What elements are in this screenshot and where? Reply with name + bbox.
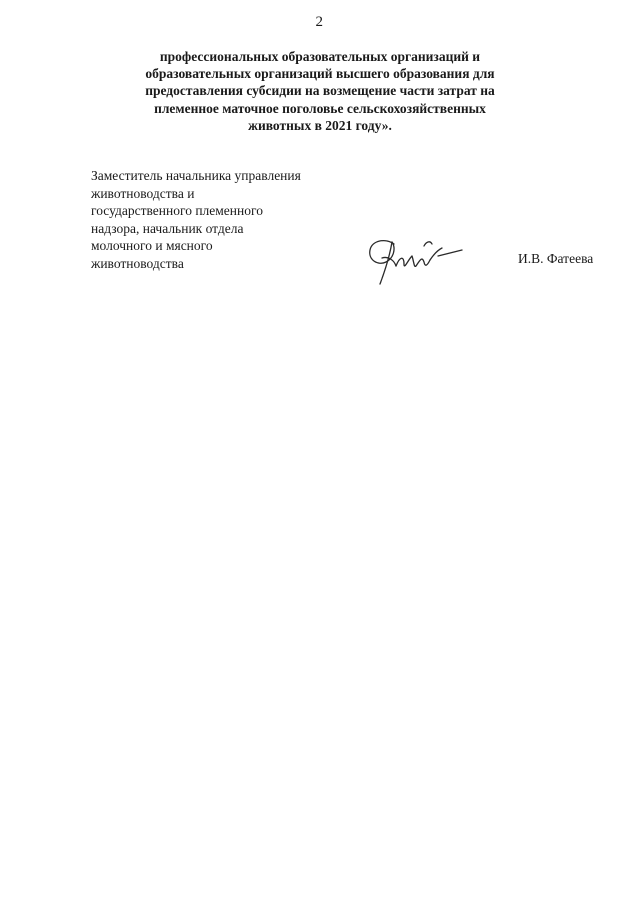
page-number: 2	[315, 14, 324, 30]
heading-line: предоставления субсидии на возмещение части затрат на	[145, 83, 495, 99]
position-line: государственного племенного	[91, 203, 263, 219]
signer-name: И.В. Фатеева	[518, 251, 594, 266]
position-line: молочного и мясного	[91, 238, 213, 254]
handwritten-signature	[364, 226, 464, 290]
position-line: надзора, начальник отдела	[91, 220, 244, 236]
heading-line: племенное маточное поголовье сельскохозяйственных	[154, 100, 486, 116]
position-line: Заместитель начальника управления	[91, 168, 301, 183]
heading-line: профессиональных образовательных организаций и	[159, 49, 481, 64]
signatory-position	[91, 167, 351, 273]
position-line: животноводства и	[91, 185, 195, 201]
document-heading	[100, 48, 540, 134]
heading-line: животных в 2021 году».	[248, 117, 392, 133]
heading-line: образовательных организаций высшего образования для	[145, 66, 495, 82]
position-line: животноводства	[91, 255, 184, 271]
